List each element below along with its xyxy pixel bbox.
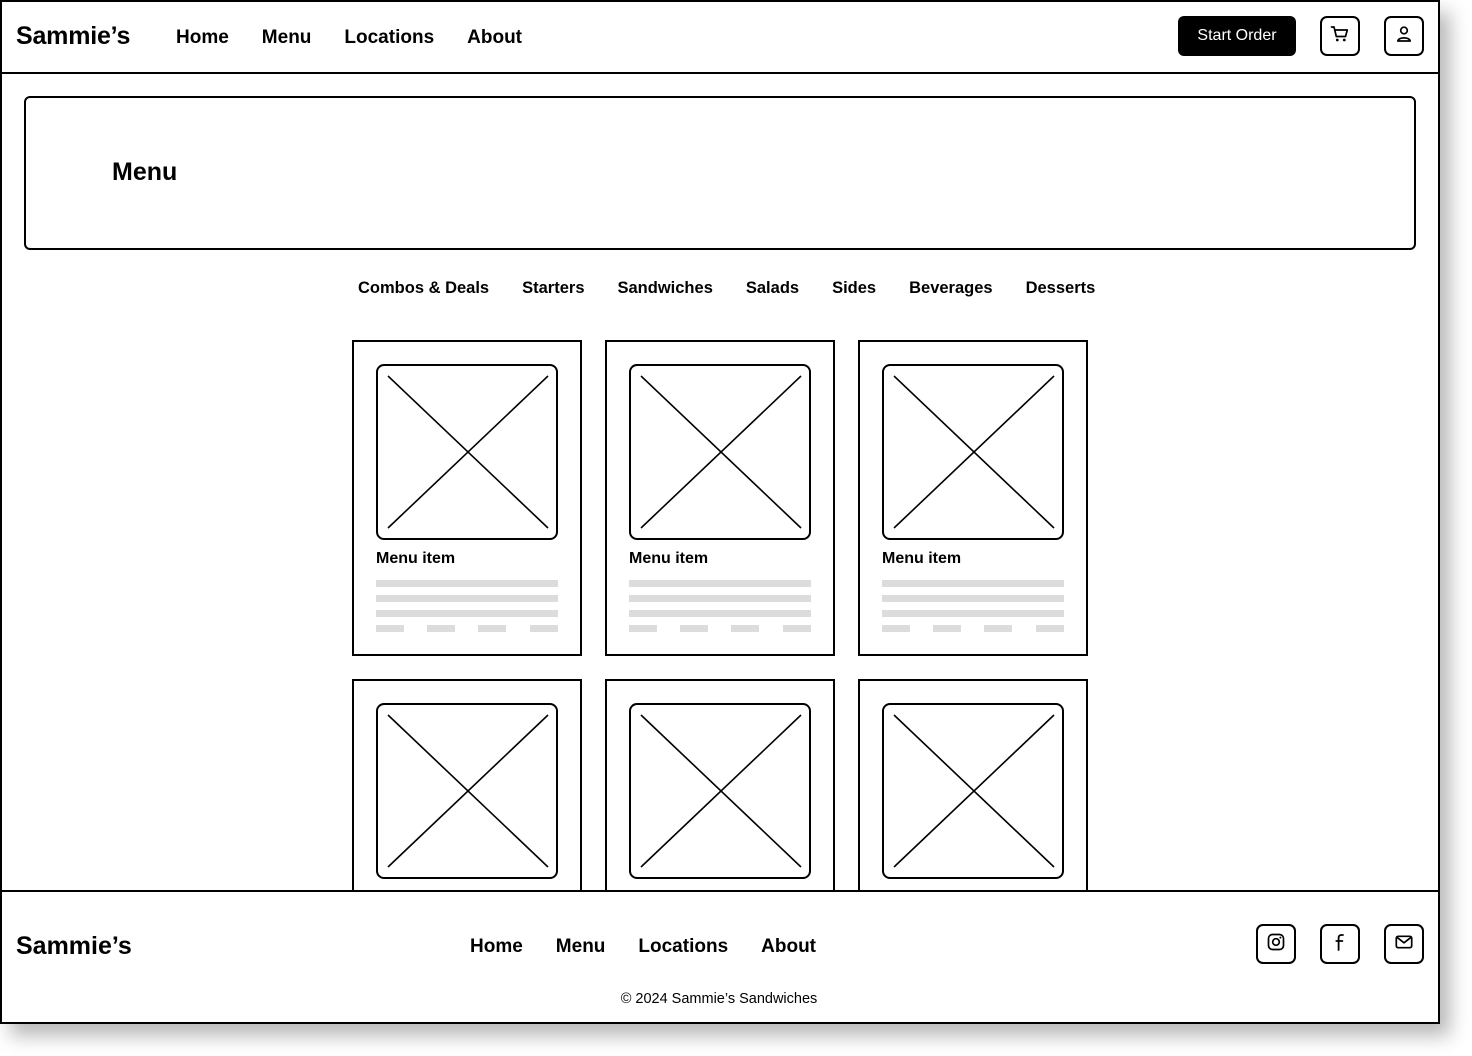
nav-locations[interactable]: Locations <box>344 27 435 48</box>
image-placeholder <box>376 703 558 879</box>
text-placeholder-dash <box>783 625 811 632</box>
nav-menu[interactable]: Menu <box>261 27 312 48</box>
menu-item-card[interactable] <box>858 340 1088 656</box>
menu-item-card[interactable] <box>352 340 582 656</box>
text-placeholder-dash <box>882 625 910 632</box>
nav-about[interactable]: About <box>467 27 523 48</box>
footer-nav <box>470 936 816 958</box>
account-button[interactable] <box>1384 16 1424 56</box>
text-placeholder-dash <box>427 625 455 632</box>
text-placeholder-line <box>376 595 558 602</box>
category-desserts[interactable]: Desserts <box>1025 279 1096 297</box>
text-placeholder-line <box>629 580 811 587</box>
category-tabs <box>358 279 1095 298</box>
user-icon <box>1394 24 1414 49</box>
menu-item-title: Menu item <box>376 550 456 567</box>
text-placeholder-line <box>629 595 811 602</box>
text-placeholder-dash <box>629 625 657 632</box>
text-placeholder-line <box>376 580 558 587</box>
image-placeholder <box>882 703 1064 879</box>
cart-icon <box>1330 24 1350 49</box>
category-sandwiches[interactable]: Sandwiches <box>617 279 713 297</box>
site-header <box>2 2 1438 74</box>
text-placeholder-dash <box>984 625 1012 632</box>
facebook-icon <box>1330 932 1350 957</box>
mail-icon <box>1394 932 1414 957</box>
text-placeholder-dash <box>680 625 708 632</box>
page-title: Menu <box>112 158 178 186</box>
brand-logo[interactable]: Sammie’s <box>16 22 131 50</box>
menu-item-title: Menu item <box>629 550 709 567</box>
instagram-button[interactable] <box>1256 924 1296 964</box>
text-placeholder-dash <box>933 625 961 632</box>
footer-brand[interactable]: Sammie’s <box>16 932 132 960</box>
menu-item-title: Menu item <box>882 550 962 567</box>
category-salads[interactable]: Salads <box>745 279 800 297</box>
footer-nav-locations[interactable]: Locations <box>638 936 729 957</box>
hero-banner <box>24 96 1416 250</box>
copyright-row <box>2 991 1438 1007</box>
image-placeholder <box>376 364 558 540</box>
image-placeholder <box>882 364 1064 540</box>
site-footer <box>2 890 1438 1024</box>
image-placeholder <box>629 364 811 540</box>
footer-nav-home[interactable]: Home <box>470 936 523 957</box>
footer-nav-menu[interactable]: Menu <box>555 936 606 957</box>
image-placeholder <box>629 703 811 879</box>
text-placeholder-line <box>629 610 811 617</box>
start-order-button[interactable]: Start Order <box>1178 16 1296 56</box>
nav-home[interactable]: Home <box>176 27 229 48</box>
main-nav <box>176 27 522 49</box>
text-placeholder-line <box>882 610 1064 617</box>
text-placeholder-line <box>882 580 1064 587</box>
instagram-icon <box>1266 932 1286 957</box>
copyright-text: © 2024 Sammie’s Sandwiches <box>620 991 818 1007</box>
footer-nav-about[interactable]: About <box>761 936 817 957</box>
text-placeholder-dash <box>1036 625 1064 632</box>
facebook-button[interactable] <box>1320 924 1360 964</box>
mail-button[interactable] <box>1384 924 1424 964</box>
category-combos-deals[interactable]: Combos & Deals <box>358 279 490 297</box>
text-placeholder-line <box>882 595 1064 602</box>
text-placeholder-dash <box>376 625 404 632</box>
category-beverages[interactable]: Beverages <box>909 279 993 297</box>
category-sides[interactable]: Sides <box>832 279 877 297</box>
category-starters[interactable]: Starters <box>522 279 585 297</box>
menu-item-card[interactable] <box>605 340 835 656</box>
text-placeholder-dash <box>530 625 558 632</box>
text-placeholder-line <box>376 610 558 617</box>
text-placeholder-dash <box>478 625 506 632</box>
cart-button[interactable] <box>1320 16 1360 56</box>
text-placeholder-dash <box>731 625 759 632</box>
